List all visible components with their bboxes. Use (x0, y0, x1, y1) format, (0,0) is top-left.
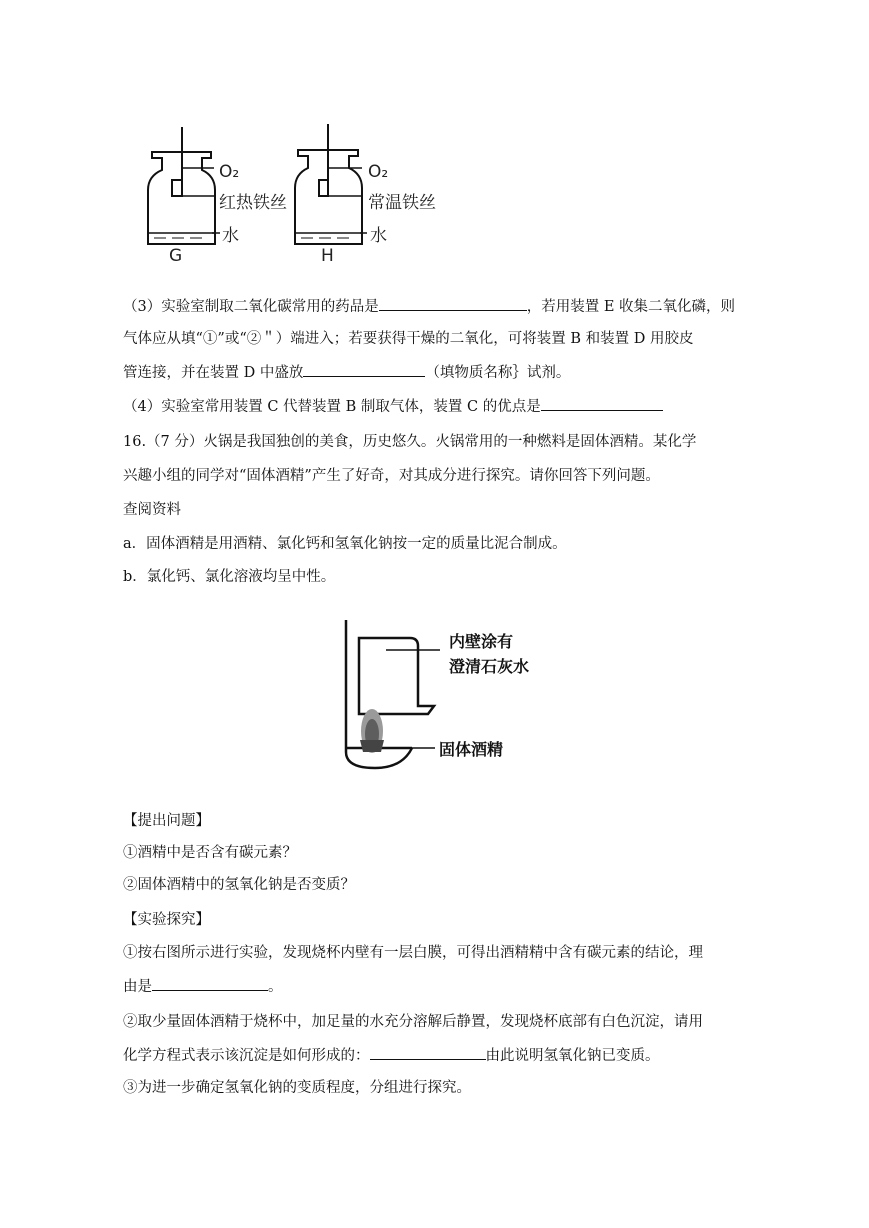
h-letter: H (321, 246, 334, 266)
text-segment: 由是 (123, 979, 152, 995)
g-wire-label: 红热铁丝 (219, 193, 287, 213)
beaker-label-line2: 澄清石灰水 (449, 657, 530, 676)
text-segment: （填物质名称｝试剂。 (425, 365, 571, 381)
h-wire-label: 常温铁丝 (368, 193, 436, 213)
g-water-label: 水 (222, 226, 239, 246)
section-heading-problem: 【提出问题】 (123, 813, 210, 829)
figure-beaker (0, 610, 869, 810)
text-segment: 管连接，并在装置 D 中盛放 (123, 365, 304, 381)
reference-b: b．氯化钙、氯化溶液均呈中性。 (123, 569, 336, 585)
text-segment: ，若用装置 E 收集二氧化磷，则 (526, 299, 736, 315)
h-o2-label: O₂ (368, 162, 389, 182)
experiment-1-line1: ①按右图所示进行实验，发现烧杯内壁有一层白膜，可得出酒精精中含有碳元素的结论，理 (123, 945, 703, 961)
text-segment: 化学方程式表示该沉淀是如何形成的： (123, 1048, 370, 1064)
text-segment: 。 (268, 979, 283, 995)
text-segment: （4）实验室常用装置 C 代替装置 B 制取气体，装置 C 的优点是 (123, 399, 541, 415)
answer-blank[interactable] (370, 1045, 486, 1060)
problem-1: ①酒精中是否含有碳元素？ (123, 845, 297, 861)
question-3-line3 (123, 362, 570, 383)
question-3-line2: 气体应从填“①”或“②＂）端进入；若要获得干燥的二氧化，可将装置 B 和装置 D 用胶皮 (123, 331, 694, 347)
answer-blank[interactable] (303, 362, 425, 377)
answer-blank[interactable] (152, 976, 268, 991)
h-water-label: 水 (370, 226, 387, 246)
question-4-line (123, 396, 663, 417)
text-segment: （3）实验室制取二氧化碳常用的药品是 (123, 299, 379, 315)
beaker-label-line1: 内壁涂有 (449, 632, 514, 651)
reference-a: a．固体酒精是用酒精、氯化钙和氢氧化钠按一定的质量比泥合制成。 (123, 536, 567, 552)
answer-blank[interactable] (379, 296, 527, 311)
experiment-3: ③为进一步确定氢氧化钠的变质程度，分组进行探究。 (123, 1080, 471, 1096)
experiment-2-line2 (123, 1045, 660, 1066)
experiment-1-line2 (123, 976, 283, 997)
q16-line1: 16.（7 分）火锅是我国独创的美食，历史悠久。火锅常用的一种燃料是固体酒精。某化学 (123, 434, 697, 450)
g-o2-label: O₂ (219, 162, 240, 182)
figure-gh (0, 0, 869, 280)
experiment-2-line1: ②取少量固体酒精于烧杯中，加足量的水充分溶解后静置，发现烧杯底部有白色沉淀，请用 (123, 1014, 703, 1030)
question-3-line1 (123, 296, 735, 317)
text-segment: 由此说明氢氧化钠已变质。 (485, 1048, 660, 1064)
problem-2: ②固体酒精中的氢氧化钠是否变质？ (123, 877, 355, 893)
g-letter: G (169, 246, 183, 266)
q16-line2: 兴趣小组的同学对“固体酒精”产生了好奇，对其成分进行探究。请你回答下列问题。 (123, 468, 660, 484)
solid-alcohol-label: 固体酒精 (439, 740, 504, 759)
answer-blank[interactable] (541, 396, 663, 411)
section-heading-experiment: 【实验探究】 (123, 912, 210, 928)
section-heading-reference: 查阅资料 (123, 502, 181, 518)
